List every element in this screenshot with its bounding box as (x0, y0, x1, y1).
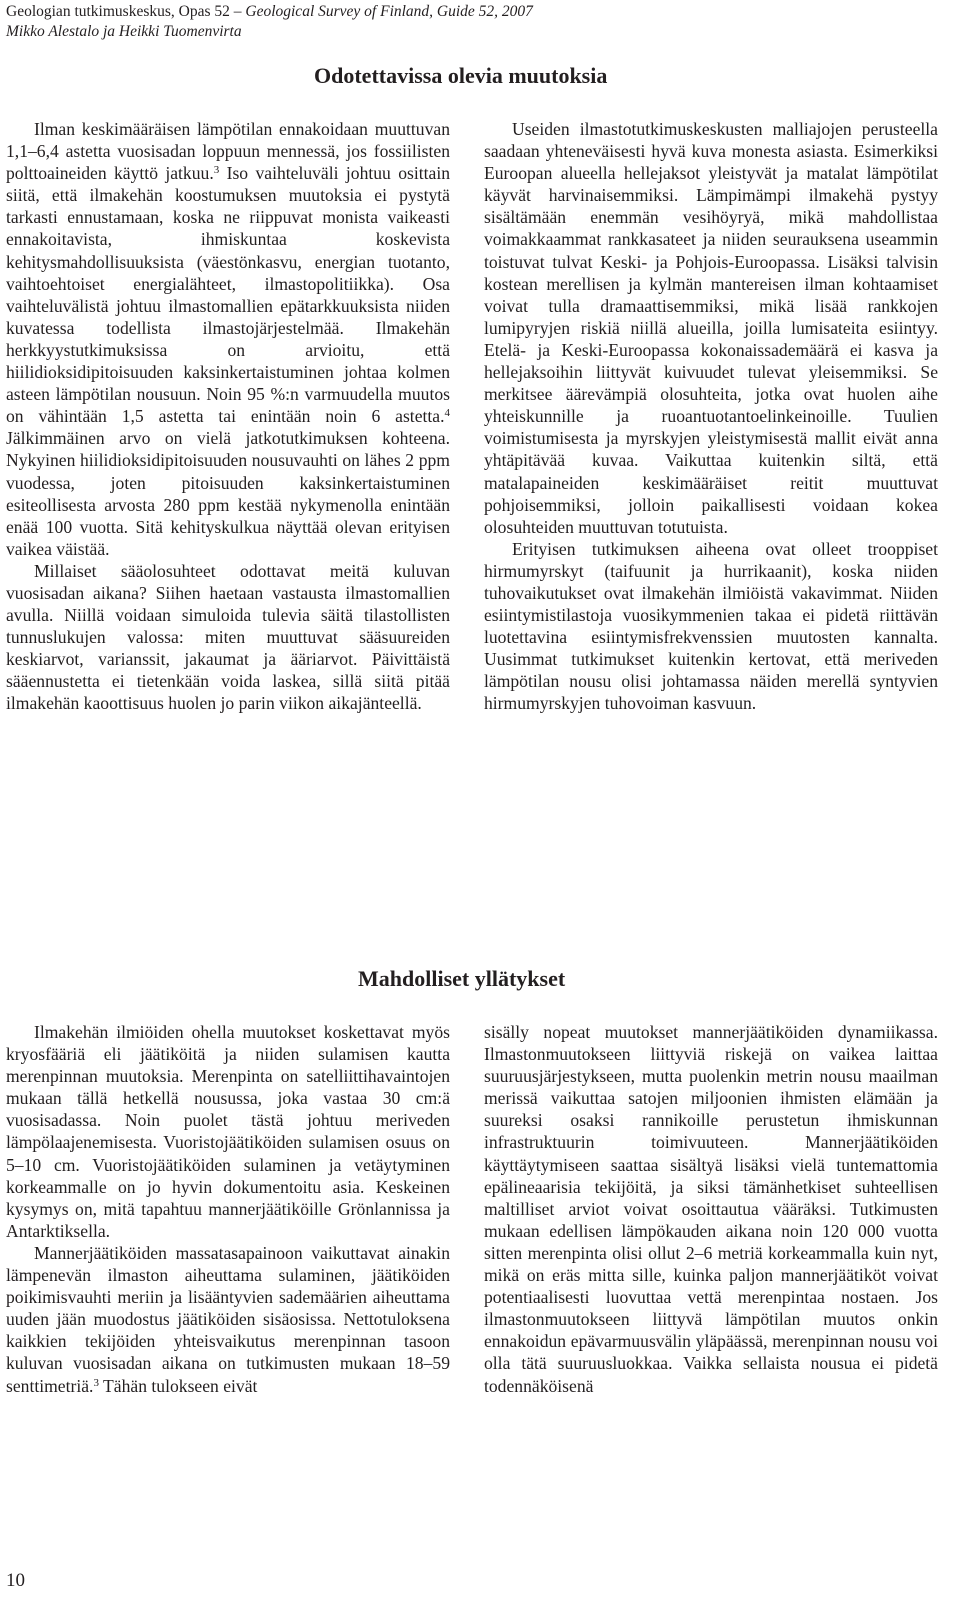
paragraph-text: Ilman keskimääräisen lämpötilan ennakoidaan muuttuvan 1,1–6,4 astetta vuosisadan loppuun mennessä, jos fossiilisten polttoaineiden käyttö jatkuu. (6, 119, 450, 184)
paragraph (6, 118, 450, 560)
paragraph: Millaiset sääolosuhteet odottavat meitä kuluvan vuosisadan aikana? Siihen haetaan vastausta ilmastomallien avulla. Niillä voidaan simuloida tulevia säitä tilastollisten tunnuslukujen valossa: miten muuttuvat sääsuureiden keskiarvot, varianssit, jakaumat ja ääriarvot. Päivittäistä sääennustetta ei tietenkään voida laskea, sillä siitä pitää ilmakehän kaoottisuus huolen jo parin viikon aikajänteellä. (6, 560, 450, 714)
paragraph-text: Mannerjäätiköiden massatasapainoon vaikuttavat ainakin lämpenevän ilmaston aiheuttama sulaminen, jäätiköiden poikimisvauhti meriin ja lisääntyvien sademäärien aiheuttama uuden jään muodostus jäätiköiden sisäosissa. Nettotuloksena kaikkien tekijöiden yhteisvaikutus merenpinnan tasoon kuluvan vuosisadan aikana on tutkimusten mukaan 18–59 senttimetriä. (6, 1242, 450, 1396)
section1-right-column (484, 118, 938, 715)
authors-line: Mikko Alestalo ja Heikki Tuomenvirta (6, 23, 242, 40)
section1-left-column (6, 118, 450, 715)
paragraph: Ilmakehän ilmiöiden ohella muutokset koskettavat myös kryosfääriä eli jäätiköitä ja niiden sulamisen kautta merenpinnan muutoksia. Merenpinta on satelliittihavaintojen mukaan tällä hetkellä nousussa, joka vastaa 30 cm:ä vuosisadassa. Noin puolet tästä johtuu meriveden lämpölaajenemisesta. Vuoristojäätiköiden sulamisen osuus on 5–10 cm. Vuoristojäätiköiden sulaminen ja vetäytyminen korkeammalle on jo hyvin dokumentoitu asia. Keskeinen kysymys on, mitä tapahtuu mannerjäätiköille Grönlannissa ja Antarktiksella. (6, 1022, 450, 1241)
series-line (6, 2, 533, 22)
footnote-reference: 3 (93, 1376, 99, 1389)
paragraph-text: Iso vaihteluväli johtuu osittain siitä, että ilmakehän koostumuksen muutoksia ei pystytä tarkasti ennustamaan, koska ne riippuvat monista vaikeasti ennakoitavista, ihmiskuntaa koskevista kehitysmahdollisuuksista (väestönkasvu, energian tuotanto, vaihtoehtoiset energialähteet, ilmastopolitiikka). Osa vaihteluvälistä johtuu ilmastomallien epätarkkuuksista niiden kuvatessa todellista ilmastojärjestelmää. Ilmakehän herkkyystutkimuksissa on arvioitu, että hiilidioksidipitoisuuden kaksinkertaistuminen johtaa kolmen asteen lämpötilan nousuun. Noin 95 %:n varmuudella muutos on vähintään 1,5 astetta tai enintään noin 6 astetta. (6, 163, 451, 427)
paragraph: Erityisen tutkimuksen aiheena ovat olleet trooppiset hirmumyrskyt (taifuunit ja hurrikaanit), koska niiden tuhovaikutukset ovat ilmakehän ilmiöistä vakavimmat. Niiden esiintymistilastoja vuosikymmenien takaa ei pidetä riittävän luotettavina esiintymisfrekvenssien muutosten kannalta. Uusimmat tutkimukset kuitenkin kertovat, että meriveden lämpötilan nousu olisi johtamassa näiden merellä syntyvien hirmumyrskyjen tuhovoiman kasvuun. (484, 538, 938, 714)
paragraph: Useiden ilmastotutkimuskeskusten malliajojen perusteella saadaan yhteneväisesti hyvä kuva monesta asiasta. Esimerkiksi Euroopan alueella hellejaksot yleistyvät ja matalat lämpötilat käyvät harvinaisemmiksi. Lämpimämpi ilmakehä pystyy sisältämään enemmän vesihöyryä, mikä mahdollistaa voimakkaammat rankkasateet ja niiden seurauksena useammin toistuvat tulvat Keski- ja Pohjois-Euroopassa. Lisäksi talvisin kostean merellisen ja kylmän mantereisen ilman kohtaamiset voivat tulla dramaattisemmiksi, mikä lisää rankkojen lumipyryjen riskiä niillä alueilla, joilla lumisateita esiintyy. Etelä- ja Keski-Euroopassa kokonaissademäärä ei kasva ja hellejaksoihin liittyvät kuivuudet tulevat yleisemmiksi. Se merkitsee äärevämpiä olosuhteita, jotka ovat huolen aihe yhteiskunnille ja ruoantuotantoelinkeinoille. Tuulien voimistumisesta ja myrskyjen yleistymisestä mallit eivät anna yhtäpitävää kuvaa. Vaikuttaa kuitenkin siltä, että matalapaineiden keskimääräiset reitit muuttuvat pohjoisemmiksi, jolloin paikallisesti voidaan kokea olosuhteiden muuttuvan totutuista. (484, 119, 938, 537)
series-english: Geological Survey of Finland, Guide 52, 2007 (245, 3, 533, 20)
page-number: 10 (6, 1570, 25, 1591)
footnote-reference: 4 (444, 407, 450, 420)
section2-left-column (6, 1021, 450, 1397)
paragraph-text: Tähän tulokseen eivät (98, 1375, 258, 1396)
series-finnish: Geologian tutkimuskeskus, Opas 52 (6, 3, 230, 20)
running-header (6, 2, 533, 42)
section-title-possible-surprises: Mahdolliset yllätykset (358, 966, 566, 991)
series-separator: – (229, 3, 246, 20)
section2-right-column (484, 1021, 938, 1397)
paragraph (6, 1242, 450, 1397)
section-title-expected-changes: Odotettavissa olevia muutoksia (314, 63, 608, 88)
paragraph: sisälly nopeat muutokset mannerjäätiköiden dynamiikassa. Ilmastonmuutokseen liittyviä riskejä on vaikea laittaa suuruusjärjestykseen, mutta puolenkin metrin nousu maailman merissä vaikuttaa satojen miljoonien ihmisten elämään ja suureksi osaksi rannikoille perustetun ihmiskunnan infrastruktuurin toimivuuteen. Mannerjäätiköiden käyttäytymiseen saattaa sisältyä lisäksi vielä tuntemattomia epälineaarisia tekijöitä, ja siksi tämänhetkiset suhteellisen maltilliset arviot voivat osoittautua vääräksi. Tutkimusten mukaan edellisen lämpökauden aikana noin 120 000 vuotta sitten merenpinta olisi ollut 2–6 metriä korkeammalla kuin nyt, mikä on eräs mitta sille, kuinka paljon mannerjäätiköt voivat potentiaalisesti luovuttaa vettä merenpintaa nostaen. Jos ilmastonmuutokseen liittyvä lämpötilan muutos onkin ennakoidun epävarmuusvälin yläpäässä, merenpinnan nousu voi olla tätä suuruusluokkaa. Vaikka sellaista nousua ei pidetä todennäköisenä (484, 1022, 938, 1396)
paragraph-text: Jälkimmäinen arvo on vielä jatkotutkimuksen kohteena. Nykyinen hiilidioksidipitoisuuden nousuvauhti on lähes 2 ppm vuodessa, joten pitoisuuden kaksinkertaistuminen esiteollisesta arvosta 280 ppm kestää nykymenolla enintään enää 100 vuotta. Sitä kehityskulkua näyttää olevan erityisen vaikea väistää. (6, 428, 450, 559)
footnote-reference: 3 (213, 164, 220, 177)
